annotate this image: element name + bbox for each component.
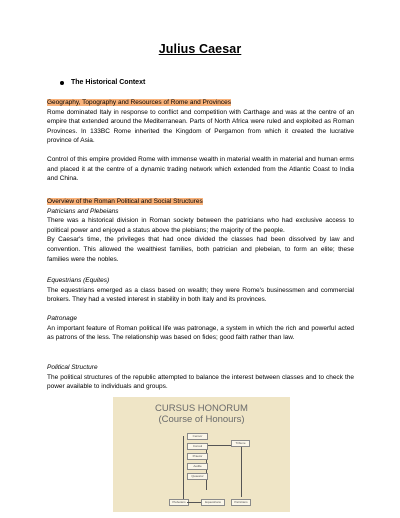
equestrians-paragraph: The equestrians emerged as a class based on wealth; they were Rome's businessmen and commercial brokers. They had a vested interest in stability in both Italy and its provinces. — [47, 286, 354, 304]
political-section — [47, 197, 354, 264]
caesar-time-paragraph: By Caesar's time, the privileges that had once divided the classes had been dissolved by law and convention. This allowed the wealthiest families, both patrician and plebeian, to form an elite; these families were the nobles. — [47, 236, 354, 263]
ladder-connector-line — [183, 436, 184, 502]
bullet-heading — [60, 79, 145, 86]
cursus-honorum-figure — [113, 397, 290, 512]
equestrians-section — [47, 276, 354, 305]
box-plebeians: Plebeians — [169, 499, 189, 506]
political-heading: Overview of the Roman Political and Social Structures — [47, 198, 203, 205]
box-consul: Consul — [187, 443, 208, 450]
geography-paragraph-2-block — [47, 155, 354, 184]
figure-title-line-1: CURSUS HONORUM — [155, 403, 248, 414]
box-aedile: Aedile — [187, 463, 208, 470]
geography-heading: Geography, Topography and Resources of Rome and Provinces — [47, 99, 232, 106]
bullet-icon — [60, 81, 64, 85]
box-patricians: Patricians — [231, 499, 251, 506]
subheading-patronage: Patronage — [47, 315, 77, 322]
patricians-paragraph: There was a historical division in Roman society between the patricians who had exclusive access to political power and enjoyed a status above the plebians; the majority of the people. — [47, 217, 354, 234]
geography-paragraph-2: Control of this empire provided Rome with immense wealth in material wealth in material and human erms and placed it at the centre of a dynamic trading network which extended from the Atlantic Coast to India and China. — [47, 156, 354, 183]
bullet-heading-text: The Historical Context — [71, 79, 146, 86]
patronage-paragraph: An important feature of Roman political life was patronage, a system in which the rich and powerful acted as patrons of the less. The relationship was based on fides; good faith rather than law. — [47, 324, 354, 342]
geography-paragraph-1: Rome dominated Italy in response to conflict and competition with Carthage and was at the centre of an empire that extended around the Mediterranean. Parts of North Africa were ruled and exploited as Roman Provinces. In 133BC Rome inherited the Kingdom of Pergamon from which it created the lucrative province of Asia. — [47, 108, 354, 145]
subheading-political-structure: Political Structure — [47, 364, 98, 371]
plebeians-equestrians-link — [187, 502, 201, 503]
geography-section — [47, 98, 354, 146]
subheading-patricians: Patricians and Plebeians — [47, 207, 119, 215]
political-structure-paragraph: The political structures of the republic attempted to balance the interest between classes and to check the power available to individuals and groups. — [47, 373, 354, 391]
box-censor: Censor — [187, 433, 208, 440]
tribune-to-patricians-line — [241, 445, 242, 497]
box-praetor: Praetor — [187, 453, 208, 460]
figure-title-line-2: (Course of Honours) — [158, 414, 245, 425]
patronage-section — [47, 314, 354, 343]
subheading-equestrians: Equestrians (Equites) — [47, 277, 110, 284]
box-equestrians: Equestrians — [201, 499, 225, 506]
box-quaestor: Quaestor — [187, 473, 208, 480]
document-title: Julius Caesar — [158, 42, 242, 56]
political-structure-section — [47, 363, 354, 392]
box-tribune: Tribune — [231, 440, 250, 447]
